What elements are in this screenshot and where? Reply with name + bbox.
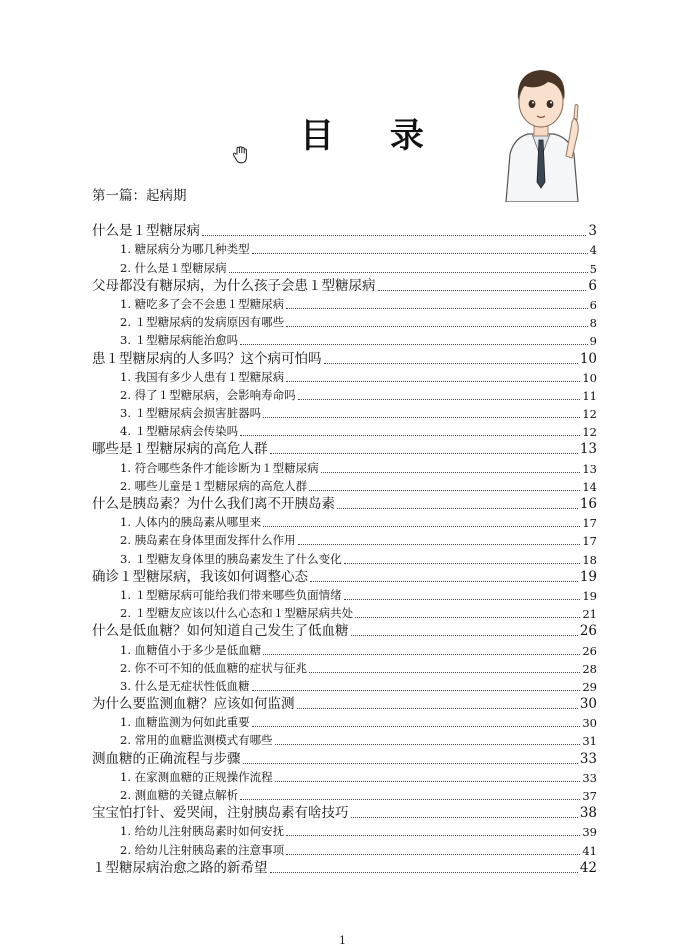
doctor-avatar-illustration [498, 62, 584, 202]
toc-entry-page: 26 [582, 643, 597, 658]
toc-entry-title: 确诊１型糖尿病，我该如何调整心态 [92, 568, 308, 585]
toc-dot-leader [243, 762, 578, 764]
toc-entry-page: 6 [589, 297, 597, 312]
toc-dot-leader [270, 871, 578, 873]
toc-section-entry[interactable] [92, 385, 597, 403]
toc-entry-title: 为什么要监测血糖？应该如何监测 [92, 696, 295, 713]
toc-entry-page: 26 [579, 623, 597, 640]
toc-section-entry[interactable] [92, 676, 597, 694]
toc-entry-title: 3. 什么是无症状性低血糖 [120, 678, 250, 693]
toc-entry-title: 1. 血糖监测为何如此重要 [120, 715, 250, 730]
toc-entry-page: 3 [588, 223, 597, 240]
toc-entry-title: 父母都没有糖尿病，为什么孩子会患１型糖尿病 [92, 277, 376, 294]
toc-entry-page: 9 [589, 334, 597, 349]
toc-entry-page: 10 [582, 370, 597, 385]
toc-entry-title: 2. 给幼儿注射胰岛素的注意事项 [120, 842, 285, 857]
toc-entry-page: 21 [582, 607, 597, 622]
toc-entry-title: 2. 哪些儿童是１型糖尿病的高危人群 [120, 478, 308, 493]
toc-section-entry[interactable] [92, 548, 597, 566]
toc-entry-title: 1. 糖吃多了会不会患１型糖尿病 [120, 296, 285, 311]
toc-entry-page: 10 [579, 350, 597, 367]
toc-entry-page: 41 [582, 843, 597, 858]
toc-dot-leader [270, 452, 578, 454]
toc-entry-page: 19 [582, 588, 597, 603]
toc-entry-title: 3. １型糖尿病会损害脏器吗 [120, 406, 262, 421]
toc-dot-leader [337, 507, 578, 509]
toc-entry-page: 12 [582, 407, 597, 422]
toc-chapter-entry[interactable] [92, 439, 597, 457]
toc-dot-leader [355, 616, 580, 618]
toc-chapter-entry[interactable] [92, 621, 597, 639]
toc-entry-title: 3. １型糖友身体里的胰岛素发生了什么变化 [120, 551, 342, 566]
toc-entry-page: 31 [582, 734, 597, 749]
toc-entry-page: 37 [582, 789, 597, 803]
toc-entry-title: 2. １型糖尿病的发病原因有哪些 [120, 315, 285, 330]
toc-dot-leader [275, 780, 581, 782]
toc-entry-page: 17 [582, 534, 597, 549]
toc-entry-page: 30 [582, 716, 597, 731]
toc-entry-page: 14 [582, 479, 597, 494]
toc-section-entry[interactable] [92, 839, 597, 857]
toc-section-entry[interactable] [92, 403, 597, 421]
page-number: 1 [339, 934, 346, 947]
toc-dot-leader [229, 271, 588, 273]
toc-entry-title: 1. 人体内的胰岛素从哪里来 [120, 515, 262, 530]
toc-entry-page: 13 [582, 461, 597, 476]
toc-entry-title: 测血糖的正确流程与步骤 [92, 750, 241, 767]
toc-entry-page: 29 [582, 679, 597, 694]
toc-dot-leader [275, 743, 581, 745]
toc-entry-title: 2. １型糖友应该以什么心态和１型糖尿病共处 [120, 606, 354, 621]
toc-section-entry[interactable] [92, 367, 597, 385]
toc-dot-leader [321, 471, 581, 473]
toc-entry-title: 1. １型糖尿病可能给我们带来哪些负面情绪 [120, 587, 342, 602]
toc-dot-leader [252, 252, 588, 254]
toc-dot-leader [297, 707, 578, 709]
toc-dot-leader [351, 816, 578, 818]
toc-dot-leader [286, 307, 588, 309]
toc-dot-leader [344, 562, 581, 564]
toc-entry-page: 6 [588, 277, 597, 294]
toc-entry-page: 12 [582, 425, 597, 440]
toc-dot-leader [298, 398, 581, 400]
toc-entry-title: 哪些是１型糖尿病的高危人群 [92, 441, 268, 458]
toc-entry-page: 33 [582, 770, 597, 785]
toc-entry-page: 16 [579, 496, 597, 512]
toc-section-entry[interactable] [92, 639, 597, 657]
toc-entry-page: 42 [579, 859, 597, 876]
toc-section-entry[interactable] [92, 658, 597, 676]
toc-dot-leader [252, 725, 581, 727]
toc-entry-title: 4. １型糖尿病会传染吗 [120, 424, 239, 439]
toc-dot-leader [240, 343, 588, 345]
table-of-contents [92, 221, 597, 876]
toc-dot-leader [286, 380, 580, 382]
toc-entry-title: 患１型糖尿病的人多吗？这个病可怕吗 [92, 350, 322, 367]
toc-dot-leader [263, 525, 580, 527]
toc-entry-page: 11 [582, 388, 597, 403]
toc-section-entry[interactable] [92, 712, 597, 730]
toc-dot-leader [240, 798, 580, 800]
toc-dot-leader [310, 580, 578, 582]
toc-chapter-entry[interactable] [92, 694, 597, 712]
page-title: 目 录 [300, 116, 446, 156]
toc-section-entry[interactable] [92, 257, 597, 275]
toc-section-entry[interactable] [92, 457, 597, 475]
toc-dot-leader [286, 325, 588, 327]
toc-entry-title: １型糖尿病治愈之路的新希望 [92, 859, 268, 876]
toc-chapter-entry[interactable] [92, 494, 597, 512]
toc-dot-leader [286, 853, 580, 855]
toc-entry-title: 1. 我国有多少人患有１型糖尿病 [120, 369, 285, 384]
toc-entry-page: 28 [582, 661, 597, 676]
toc-chapter-entry[interactable] [92, 276, 597, 294]
toc-entry-title: 2. 测血糖的关键点解析 [120, 788, 239, 802]
toc-dot-leader [263, 653, 580, 655]
toc-section-entry[interactable] [92, 530, 597, 548]
toc-entry-page: 5 [589, 261, 597, 276]
toc-entry-title: 3. １型糖尿病能治愈吗 [120, 333, 239, 348]
toc-dot-leader [309, 489, 580, 491]
toc-entry-title: 2. 常用的血糖监测模式有哪些 [120, 733, 273, 748]
toc-entry-title: 2. 得了１型糖尿病，会影响寿命吗 [120, 387, 296, 402]
toc-dot-leader [351, 634, 578, 636]
toc-entry-page: 38 [579, 805, 597, 822]
toc-dot-leader [240, 434, 580, 436]
toc-section-entry[interactable] [92, 512, 597, 530]
toc-entry-page: 8 [589, 316, 597, 331]
toc-entry-title: 2. 胰岛素在身体里面发挥什么作用 [120, 533, 296, 548]
toc-dot-leader [263, 416, 580, 418]
toc-section-entry[interactable] [92, 312, 597, 330]
toc-entry-page: 39 [582, 825, 597, 840]
toc-section-entry[interactable] [92, 821, 597, 839]
toc-dot-leader [378, 289, 587, 291]
toc-chapter-entry[interactable] [92, 858, 597, 876]
hand-cursor-icon [232, 146, 248, 164]
toc-entry-page: 30 [579, 696, 597, 713]
toc-section-entry[interactable] [92, 785, 597, 803]
toc-section-entry[interactable] [92, 767, 597, 785]
toc-section-entry[interactable] [92, 294, 597, 312]
toc-section-entry[interactable] [92, 476, 597, 494]
part-heading: 第一篇：起病期 [92, 188, 187, 204]
toc-dot-leader [298, 543, 581, 545]
toc-entry-title: 宝宝怕打针、爱哭闹，注射胰岛素有啥技巧 [92, 805, 349, 822]
toc-entry-page: 19 [579, 568, 597, 585]
toc-section-entry[interactable] [92, 603, 597, 621]
toc-chapter-entry[interactable] [92, 748, 597, 766]
toc-entry-page: 18 [582, 552, 597, 567]
toc-section-entry[interactable] [92, 585, 597, 603]
toc-section-entry[interactable] [92, 239, 597, 257]
toc-entry-page: 13 [579, 441, 597, 458]
toc-entry-title: 1. 符合哪些条件才能诊断为１型糖尿病 [120, 460, 319, 475]
toc-entry-title: 什么是胰岛素？为什么我们离不开胰岛素 [92, 496, 335, 512]
toc-dot-leader [286, 834, 580, 836]
toc-dot-leader [202, 234, 586, 236]
toc-chapter-entry[interactable] [92, 348, 597, 366]
toc-section-entry[interactable] [92, 330, 597, 348]
toc-dot-leader [309, 671, 580, 673]
toc-entry-title: 1. 在家测血糖的正规操作流程 [120, 769, 273, 784]
toc-entry-page: 33 [579, 750, 597, 767]
toc-chapter-entry[interactable] [92, 803, 597, 821]
toc-chapter-entry[interactable] [92, 221, 597, 239]
toc-entry-title: 2. 什么是１型糖尿病 [120, 260, 227, 275]
toc-dot-leader [324, 362, 578, 364]
toc-section-entry[interactable] [92, 730, 597, 748]
toc-entry-page: 17 [582, 516, 597, 531]
toc-entry-title: 1. 血糖值小于多少是低血糖 [120, 642, 262, 657]
toc-entry-title: 什么是１型糖尿病 [92, 223, 200, 240]
toc-dot-leader [252, 689, 581, 691]
toc-chapter-entry[interactable] [92, 567, 597, 585]
toc-entry-title: 2. 你不可不知的低血糖的症状与征兆 [120, 660, 308, 675]
toc-entry-title: 1. 糖尿病分为哪几种类型 [120, 242, 250, 257]
toc-entry-title: 1. 给幼儿注射胰岛素时如何安抚 [120, 824, 285, 839]
toc-entry-title: 什么是低血糖？如何知道自己发生了低血糖 [92, 623, 349, 640]
toc-dot-leader [344, 598, 581, 600]
toc-section-entry[interactable] [92, 421, 597, 439]
toc-entry-page: 4 [589, 243, 597, 258]
